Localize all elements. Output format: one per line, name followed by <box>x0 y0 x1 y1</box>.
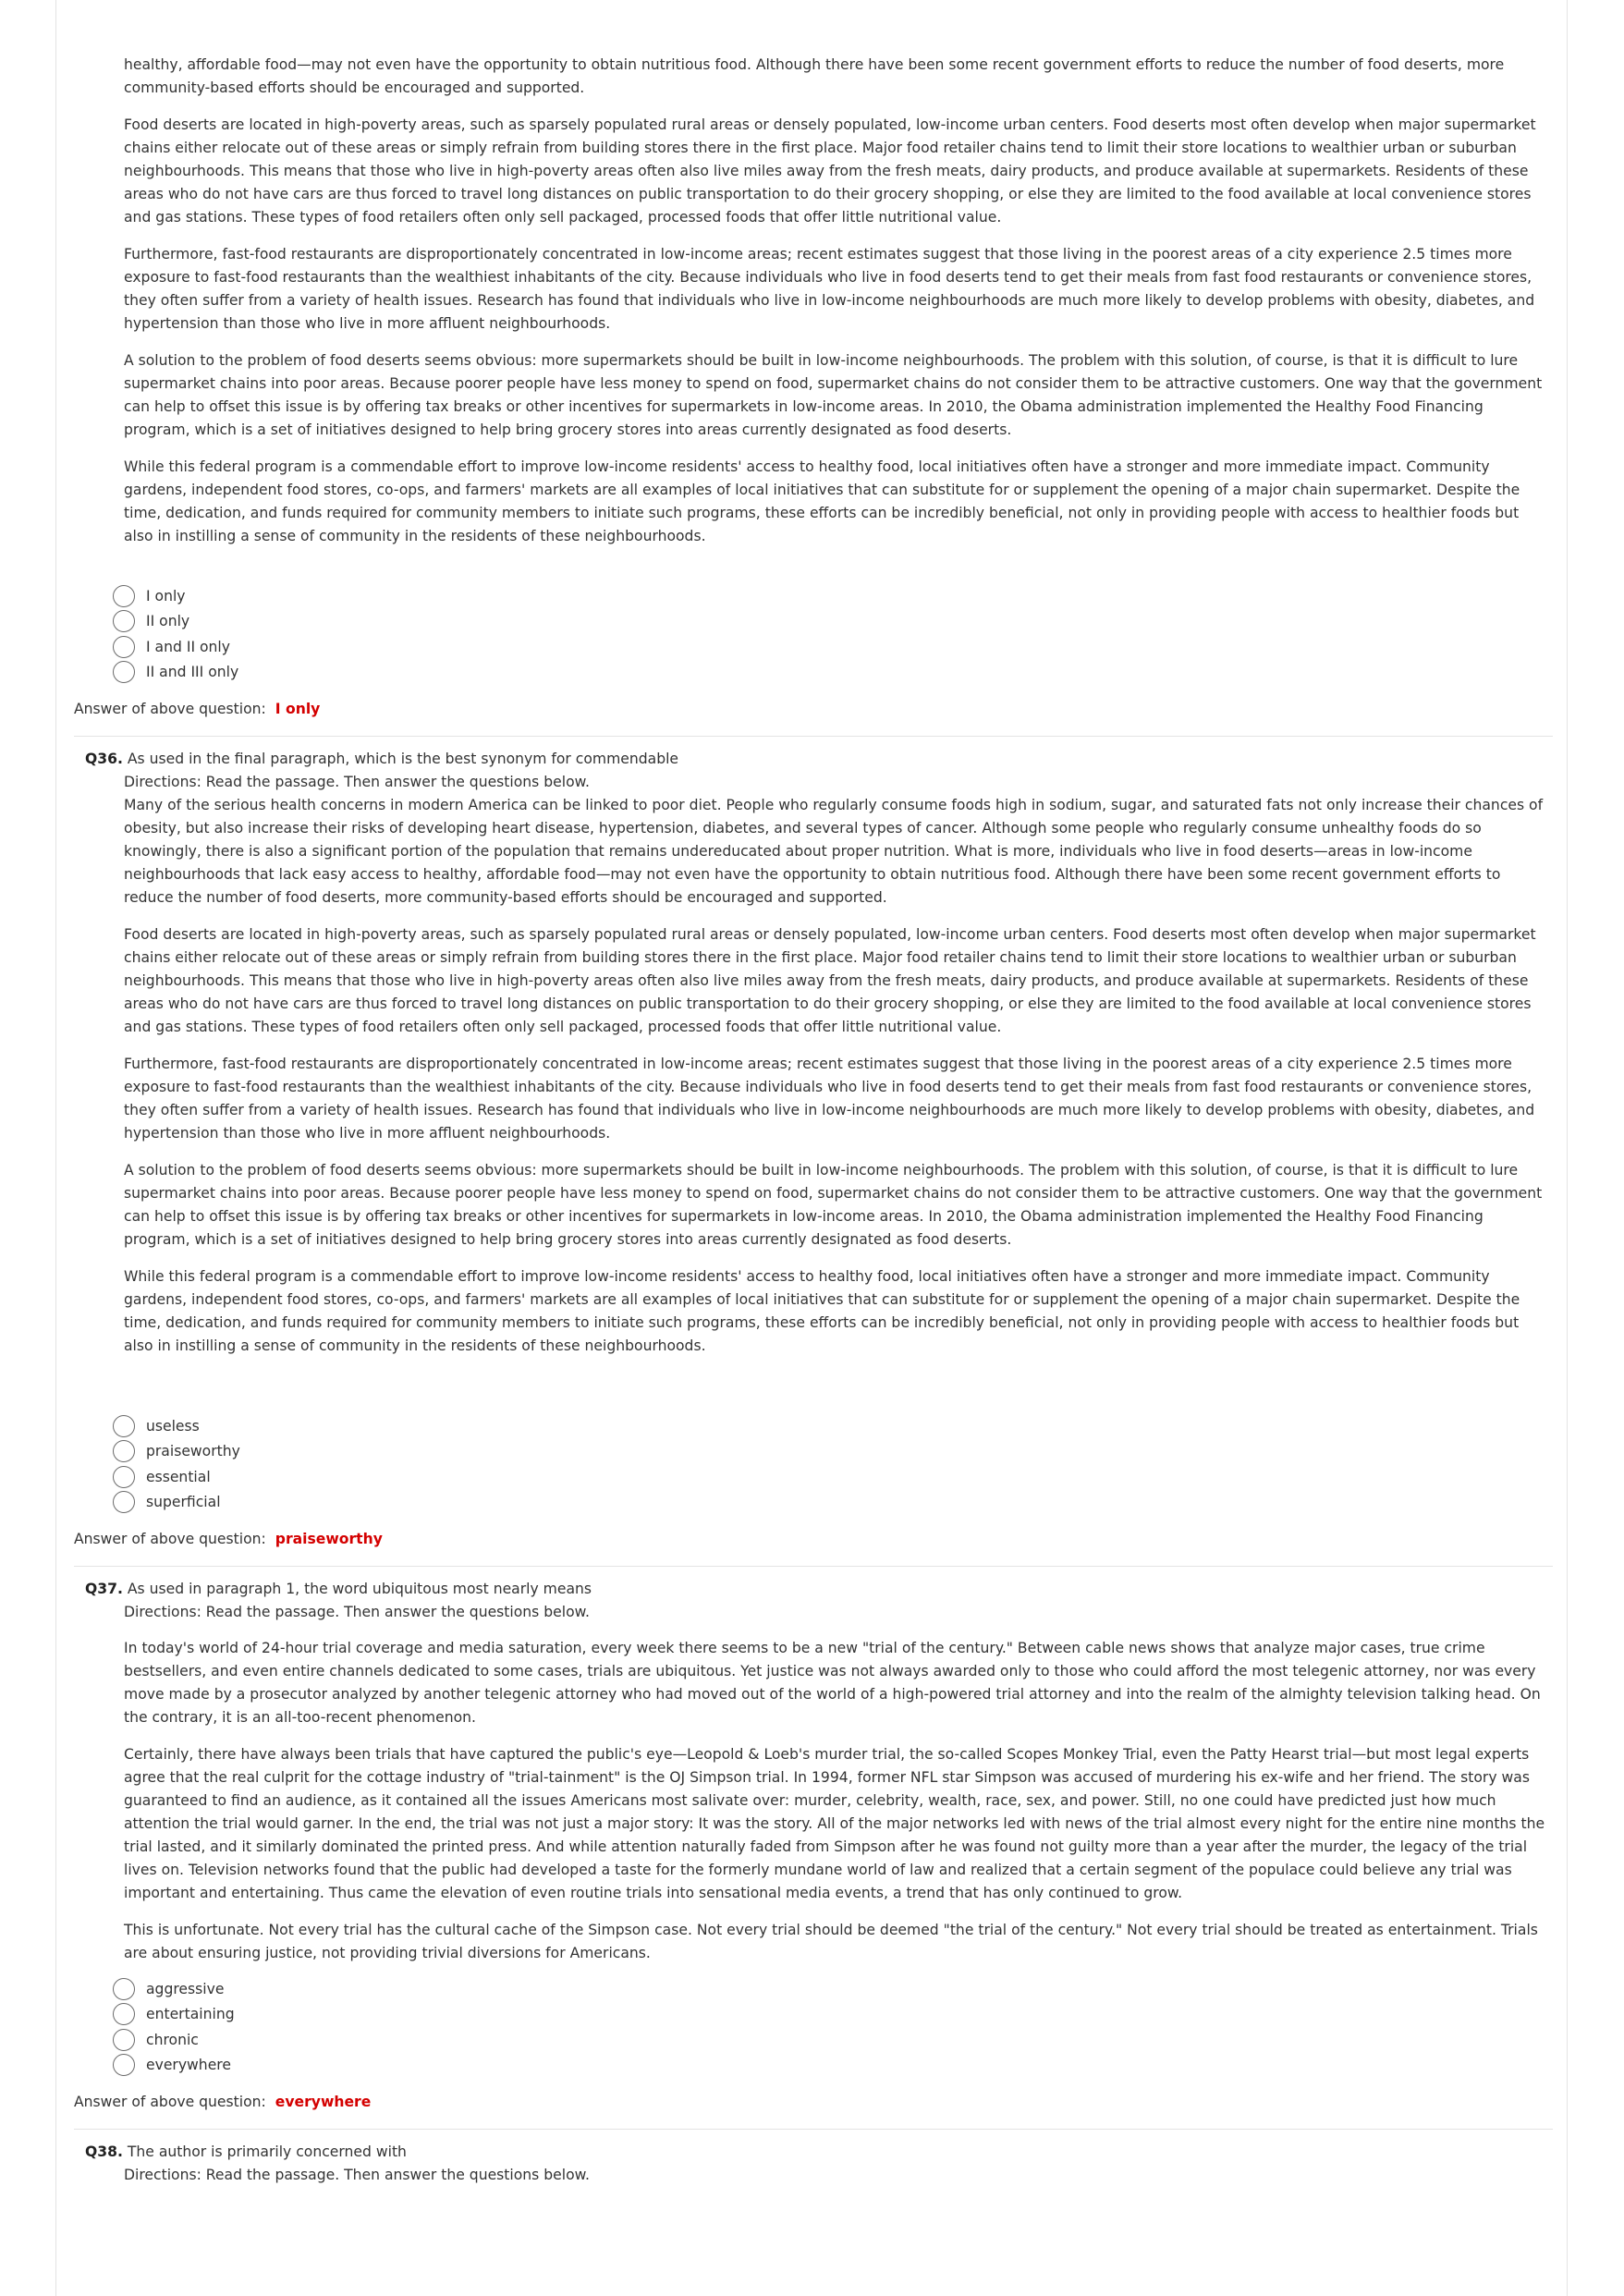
prev-question-options <box>113 583 1553 685</box>
q37-passage <box>74 1637 1553 1965</box>
question-text: The author is primarily concerned with <box>127 2143 407 2160</box>
answer-option[interactable] <box>113 1464 1553 1490</box>
answer-option[interactable] <box>113 1413 1553 1439</box>
radio-button[interactable] <box>113 1415 135 1437</box>
answer-option[interactable] <box>113 1490 1553 1516</box>
passage-paragraph: A solution to the problem of food deserts seems obvious: more supermarkets should be built in low-income neighbourhoods. The problem with this solution, of course, is that it is difficult to lure supermarket chains into poor areas. Because poorer people have less money to spend on food, supermarket chains do not consider them to be attractive customers. One way that the government can help to offset this issue is by offering tax breaks or other incentives for supermarkets in low-income areas. In 2010, the Obama administration implemented the Healthy Food Financing program, which is a set of initiatives designed to help bring grocery stores into areas currently designated as food deserts. <box>124 1162 1543 1248</box>
radio-button[interactable] <box>113 2029 135 2051</box>
passage-paragraph: While this federal program is a commendable effort to improve low-income residents' access to healthy food, local initiatives often have a stronger and more immediate impact. Community gardens, independent food stores, co-ops, and farmers' markets are all examples of local initiatives that can substitute for or supplement the opening of a major chain supermarket. Despite the time, dedication, and funds required for community members to initiate such programs, these efforts can be incredibly beneficial, not only in providing people with access to healthier foods but also in instilling a sense of community in the residents of these neighbourhoods. <box>124 458 1520 544</box>
prev-question-passage <box>74 54 1553 548</box>
question-number: Q36. <box>85 751 123 767</box>
option-label: praiseworthy <box>146 1443 240 1460</box>
option-label: I and II only <box>146 638 230 655</box>
radio-button[interactable] <box>113 1978 135 2000</box>
answer-line <box>74 2091 1553 2114</box>
passage-paragraph: Furthermore, fast-food restaurants are disproportionately concentrated in low-income areas; recent estimates suggest that those living in the poorest areas of a city experience 2.5 times more exposure to fast-food restaurants than the wealthiest inhabitants of the city. Because individuals who live in food deserts tend to get their meals from fast food restaurants or convenience stores, they often suffer from a variety of health issues. Research has found that individuals who live in low-income neighbourhoods are much more likely to develop problems with obesity, diabetes, and hypertension than those who live in more affluent neighbourhoods. <box>124 246 1535 332</box>
question-text: As used in paragraph 1, the word ubiquitous most nearly means <box>127 1581 592 1597</box>
q36-options <box>113 1413 1553 1515</box>
radio-button[interactable] <box>113 610 135 632</box>
radio-button[interactable] <box>113 636 135 658</box>
answer-line <box>74 1528 1553 1551</box>
passage-paragraph: A solution to the problem of food deserts seems obvious: more supermarkets should be built in low-income neighbourhoods. The problem with this solution, of course, is that it is difficult to lure supermarket chains into poor areas. Because poorer people have less money to spend on food, supermarket chains do not consider them to be attractive customers. One way that the government can help to offset this issue is by offering tax breaks or other incentives for supermarkets in low-income areas. In 2010, the Obama administration implemented the Healthy Food Financing program, which is a set of initiatives designed to help bring grocery stores into areas currently designated as food deserts. <box>124 352 1543 438</box>
option-label: chronic <box>146 2031 199 2048</box>
correct-answer: I only <box>275 701 321 717</box>
radio-button[interactable] <box>113 1440 135 1462</box>
passage-paragraph: This is unfortunate. Not every trial has the cultural cache of the Simpson case. Not every trial should be deemed "the trial of the century." Not every trial should be treated as entertainment. Trials are about ensuring justice, not providing trivial diversions for Americans. <box>124 1922 1538 1961</box>
radio-button[interactable] <box>113 1491 135 1513</box>
question-directions: Directions: Read the passage. Then answer the questions below. <box>124 774 590 790</box>
answer-option[interactable] <box>113 1976 1553 2002</box>
radio-button[interactable] <box>113 1466 135 1488</box>
divider <box>74 2129 1553 2130</box>
question-directions: Directions: Read the passage. Then answer the questions below. <box>124 2167 590 2183</box>
question-heading <box>74 1578 1553 1601</box>
radio-button[interactable] <box>113 2003 135 2025</box>
passage-paragraph: Food deserts are located in high-poverty areas, such as sparsely populated rural areas or densely populated, low-income urban centers. Food deserts most often develop when major supermarket chains either relocate out of these areas or simply refrain from building stores there in the first place. Major food retailer chains tend to limit their store locations to wealthier urban or suburban neighbourhoods. This means that those who live in high-poverty areas often also live miles away from the fresh meats, dairy products, and produce available at supermarkets. Residents of these areas who do not have cars are thus forced to travel long distances on public transportation to do their grocery shopping, or else they are limited to the food available at local convenience stores and gas stations. These types of food retailers often only sell packaged, processed foods that offer little nutritional value. <box>124 926 1536 1035</box>
passage-paragraph: Certainly, there have always been trials that have captured the public's eye—Leopold & Loeb's murder trial, the so-called Scopes Monkey Trial, even the Patty Hearst trial—but most legal experts agree that the real culprit for the cottage industry of "trial-tainment" is the OJ Simpson trial. In 1994, former NFL star Simpson was accused of murdering his ex-wife and her friend. The story was guaranteed to find an audience, as it contained all the issues Americans most salivate over: murder, celebrity, wealth, race, sex, and power. Still, no one could have predicted just how much attention the trial would garner. In the end, the trial was not just a major story: It was the story. All of the major networks led with news of the trial almost every night for the entire nine months the trial lasted, and it similarly dominated the printed press. And while attention naturally faded from Simpson after he was found not guilty more than a year after the murder, the legacy of the trial lives on. Television networks found that the public had developed a taste for the formerly mundane world of law and realized that a certain segment of the populace could believe any trial was important and entertaining. Thus came the elevation of even routine trials into sensational media events, a trend that has only continued to grow. <box>124 1746 1545 1901</box>
option-label: useless <box>146 1417 200 1435</box>
answer-option[interactable] <box>113 1439 1553 1465</box>
radio-button[interactable] <box>113 585 135 607</box>
answer-option[interactable] <box>113 609 1553 635</box>
answer-option[interactable] <box>113 634 1553 660</box>
divider <box>74 736 1553 737</box>
question-number: Q37. <box>85 1581 123 1597</box>
passage-paragraph: healthy, affordable food—may not even have the opportunity to obtain nutritious food. Although there have been some recent government efforts to reduce the number of food deserts, more community-based efforts should be encouraged and supported. <box>124 56 1505 96</box>
passage-paragraph: Furthermore, fast-food restaurants are disproportionately concentrated in low-income areas; recent estimates suggest that those living in the poorest areas of a city experience 2.5 times more exposure to fast-food restaurants than the wealthiest inhabitants of the city. Because individuals who live in food deserts tend to get their meals from fast food restaurants or convenience stores, they often suffer from a variety of health issues. Research has found that individuals who live in low-income neighbourhoods are much more likely to develop problems with obesity, diabetes, and hypertension than those who live in more affluent neighbourhoods. <box>124 1056 1535 1142</box>
question-directions: Directions: Read the passage. Then answer the questions below. <box>124 1604 590 1620</box>
q36-passage <box>74 794 1553 1358</box>
correct-answer: praiseworthy <box>275 1531 383 1547</box>
answer-option[interactable] <box>113 583 1553 609</box>
passage-paragraph: Many of the serious health concerns in modern America can be linked to poor diet. People who regularly consume foods high in sodium, sugar, and saturated fats not only increase their chances of obesity, but also increase their risks of developing heart disease, hypertension, diabetes, and several types of cancer. Although some people who regularly consume unhealthy foods do so knowingly, there is also a significant portion of the population that remains undereducated about proper nutrition. What is more, individuals who live in food deserts—areas in low-income neighbourhoods that lack easy access to healthy, affordable food—may not even have the opportunity to obtain nutritious food. Although there have been some recent government efforts to reduce the number of food deserts, more community-based efforts should be encouraged and supported. <box>124 797 1544 906</box>
radio-button[interactable] <box>113 661 135 683</box>
answer-prefix: Answer of above question: <box>74 1531 266 1547</box>
radio-button[interactable] <box>113 2054 135 2076</box>
option-label: entertaining <box>146 2006 235 2023</box>
question-heading <box>74 748 1553 771</box>
passage-paragraph: While this federal program is a commendable effort to improve low-income residents' access to healthy food, local initiatives often have a stronger and more immediate impact. Community gardens, independent food stores, co-ops, and farmers' markets are all examples of local initiatives that can substitute for or supplement the opening of a major chain supermarket. Despite the time, dedication, and funds required for community members to initiate such programs, these efforts can be incredibly beneficial, not only in providing people with access to healthier foods but also in instilling a sense of community in the residents of these neighbourhoods. <box>124 1268 1520 1354</box>
option-label: I only <box>146 587 186 605</box>
correct-answer: everywhere <box>275 2094 372 2110</box>
question-sheet <box>74 54 1553 2187</box>
passage-paragraph: Food deserts are located in high-poverty areas, such as sparsely populated rural areas or densely populated, low-income urban centers. Food deserts most often develop when major supermarket chains either relocate out of these areas or simply refrain from building stores there in the first place. Major food retailer chains tend to limit their store locations to wealthier urban or suburban neighbourhoods. This means that those who live in high-poverty areas often also live miles away from the fresh meats, dairy products, and produce available at supermarkets. Residents of these areas who do not have cars are thus forced to travel long distances on public transportation to do their grocery shopping, or else they are limited to the food available at local convenience stores and gas stations. These types of food retailers often only sell packaged, processed foods that offer little nutritional value. <box>124 116 1536 226</box>
option-label: superficial <box>146 1494 221 1511</box>
question-number: Q38. <box>85 2143 123 2160</box>
answer-option[interactable] <box>113 2053 1553 2079</box>
divider <box>74 1566 1553 1567</box>
q37-options <box>113 1976 1553 2078</box>
answer-prefix: Answer of above question: <box>74 2094 266 2110</box>
question-heading <box>74 2141 1553 2164</box>
passage-paragraph: In today's world of 24-hour trial coverage and media saturation, every week there seems to be a new "trial of the century." Between cable news shows that analyze major cases, true crime bestsellers, and even entire channels dedicated to some cases, trials are ubiquitous. Yet justice was not always awarded only to those who could afford the most telegenic attorney, nor was every move made by a prosecutor analyzed by another telegenic attorney who had moved out of the world of a high-powered trial attorney and into the realm of the almighty television talking head. On the contrary, it is an all-too-recent phenomenon. <box>124 1640 1541 1726</box>
option-label: II only <box>146 613 190 630</box>
answer-prefix: Answer of above question: <box>74 701 266 717</box>
answer-option[interactable] <box>113 660 1553 686</box>
question-text: As used in the final paragraph, which is the best synonym for commendable <box>127 751 679 767</box>
option-label: essential <box>146 1468 211 1485</box>
option-label: aggressive <box>146 1980 225 1997</box>
option-label: II and III only <box>146 664 239 681</box>
answer-line <box>74 698 1553 721</box>
option-label: everywhere <box>146 2057 231 2074</box>
answer-option[interactable] <box>113 2002 1553 2028</box>
answer-option[interactable] <box>113 2027 1553 2053</box>
